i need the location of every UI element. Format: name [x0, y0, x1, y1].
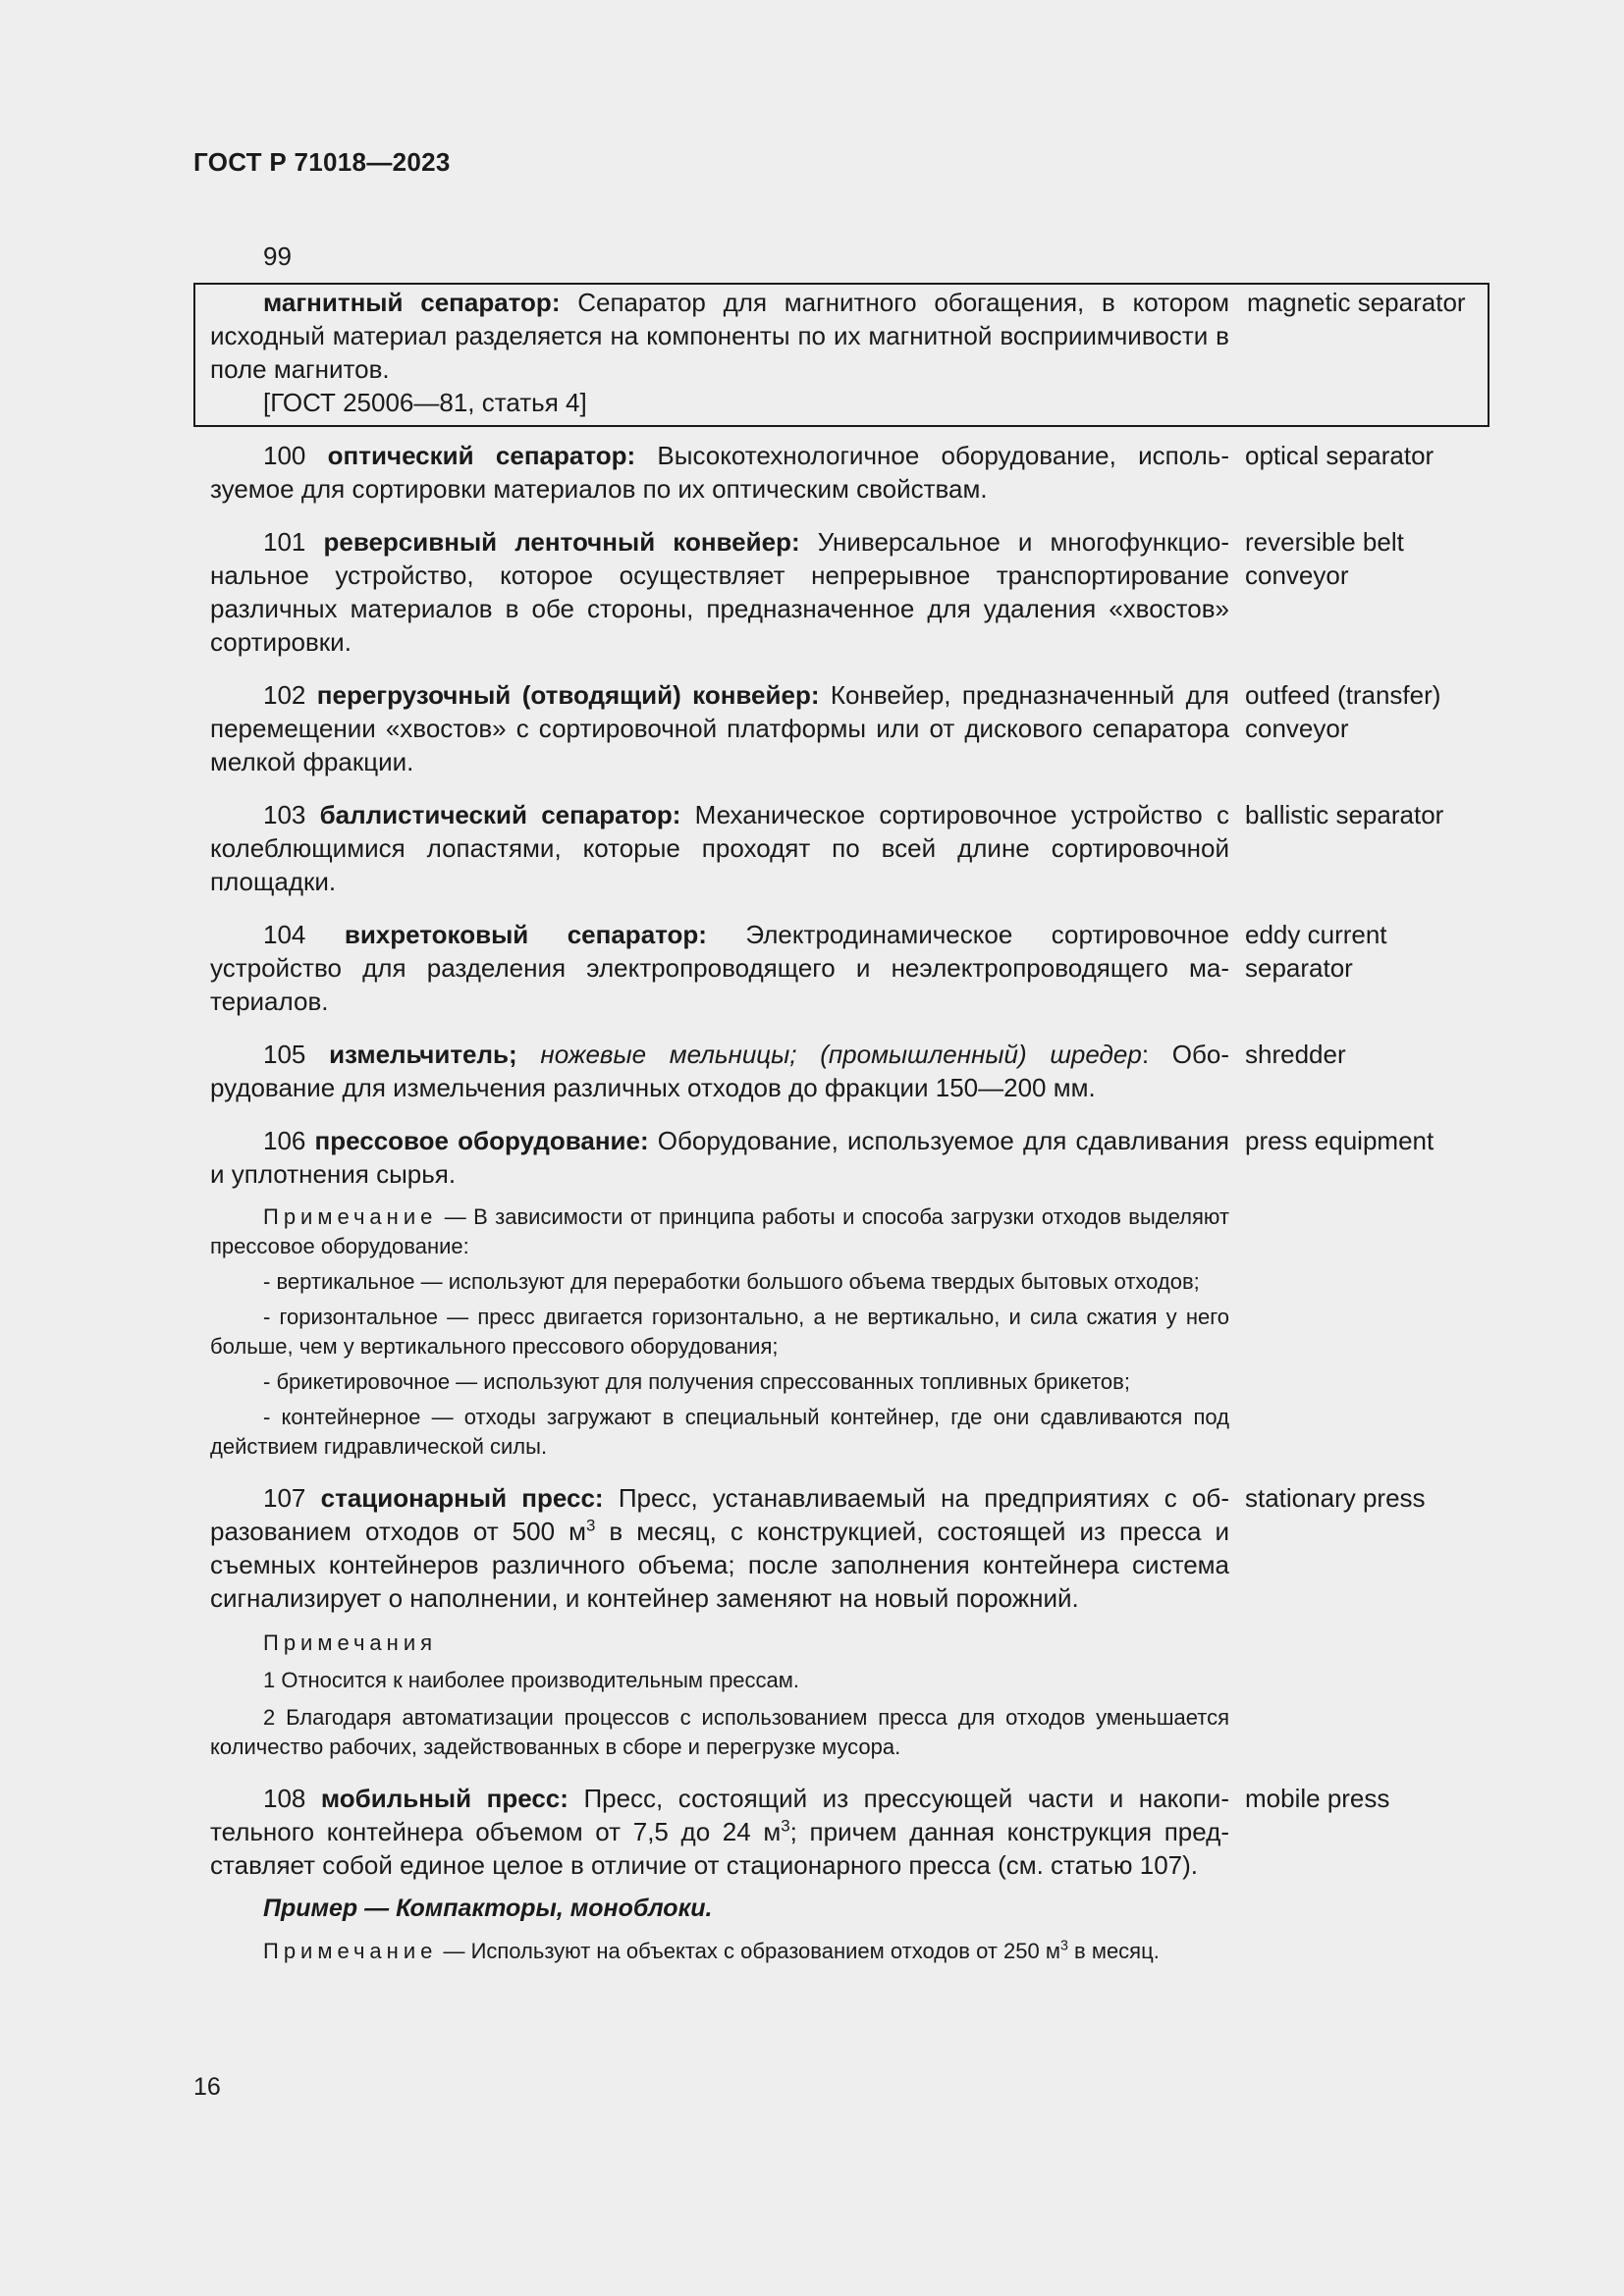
term-101-name: реверсивный ленточный конвейер: — [323, 527, 800, 557]
term-107-name: стационарный пресс: — [320, 1483, 604, 1513]
term-107-english: stationary press — [1245, 1483, 1426, 1513]
term-104-name: вихретоковый сепаратор: — [344, 920, 707, 949]
term-100-number: 100 — [263, 441, 328, 470]
term-104-english-line1: eddy current — [1245, 920, 1387, 949]
term-106-note-item: - брикетировочное — используют для получения спрессованных топливных брикетов; — [263, 1369, 1130, 1394]
term-104-english — [1245, 918, 1490, 985]
term-108-note-text-a: — Используют на объектах с образованием отходов от 250 м — [437, 1939, 1060, 1963]
term-108-superscript: 3 — [781, 1816, 790, 1836]
term-108-note — [210, 1937, 1229, 1966]
term-104-text: Электродинамическое сортировочное устройство для разделения электропроводящего и неэлектропроводящего материалов. — [210, 920, 1229, 1016]
term-102-english-line1: outfeed (transfer) — [1245, 680, 1441, 710]
term-108-number: 108 — [263, 1784, 321, 1813]
term-106-note — [210, 1202, 1229, 1462]
term-102-english — [1245, 678, 1490, 745]
term-105-definition — [210, 1038, 1229, 1104]
term-100-name: оптический сепаратор: — [327, 441, 636, 470]
term-101 — [193, 525, 1489, 659]
term-107 — [193, 1481, 1489, 1615]
term-104 — [193, 918, 1489, 1018]
term-107-text-b: в месяц, с конструкцией, состоящей из пресса и съемных контейнеров различного объема; после заполнения контейнера система сигнализирует о наполнении, и контейнер заменяют на новый порожний. — [210, 1517, 1230, 1613]
term-107-definition — [210, 1481, 1229, 1615]
term-107-note-item: 2 Благодаря автоматизации процессов с использованием пресса для отходов уменьшается количество рабочих, задействованных в сборе и перегрузке мусора. — [210, 1705, 1229, 1759]
term-108-name: мобильный пресс: — [320, 1784, 568, 1813]
term-106-definition — [210, 1124, 1229, 1191]
term-103-number: 103 — [263, 800, 320, 829]
term-101-english-line2: conveyor — [1245, 561, 1349, 590]
term-105-text: : Оборудование для измельчения различных отходов до фракции 150—200 мм. — [210, 1040, 1229, 1102]
term-99-text: Сепаратор для магнитного обогащения, в котором исходный материал разделяется на компоненты по их магнитной восприимчивости в поле магнитов. — [210, 288, 1229, 384]
document-body — [193, 240, 1489, 1966]
term-106-note-item: - горизонтальное — пресс двигается горизонтально, а не вертикально, и сила сжатия у него больше, чем у вертикального прессового оборудования; — [210, 1305, 1229, 1359]
term-101-text: Универсальное и многофункциональное устройство, которое осуществляет непрерывное транспортирование различных материалов в обе стороны, предназначенное для удаления «хвостов» сортировки. — [210, 527, 1229, 657]
page-number: 16 — [193, 2073, 221, 2101]
term-103-english: ballistic separator — [1245, 800, 1444, 829]
term-101-definition — [210, 525, 1229, 659]
term-104-number: 104 — [263, 920, 345, 949]
term-101-english-line1: reversible belt — [1245, 527, 1404, 557]
term-99-name: магнитный сепаратор: — [263, 288, 561, 317]
term-106-note-text: — В зависимости от принципа работы и способа загрузки отходов выделяют прессовое оборудование: — [210, 1204, 1229, 1258]
term-102-english-line2: conveyor — [1245, 714, 1349, 743]
term-108-definition — [210, 1782, 1229, 1882]
term-100 — [193, 439, 1489, 506]
term-108-example: Пример — Компакторы, моноблоки. — [263, 1895, 713, 1922]
term-number-99: 99 — [263, 241, 292, 271]
term-108 — [193, 1782, 1489, 1882]
term-105-name: измельчитель; — [329, 1040, 517, 1069]
term-104-english-line2: separator — [1245, 953, 1353, 983]
term-102-name: перегрузочный (отводящий) конвейер: — [316, 680, 820, 710]
term-106-note-item: - вертикальное — используют для переработки большого объема твердых бытовых отходов; — [263, 1269, 1200, 1294]
term-106-number: 106 — [263, 1126, 315, 1155]
term-107-note-item: 1 Относится к наиболее производительным прессам. — [263, 1668, 800, 1692]
term-105-number: 105 — [263, 1040, 330, 1069]
term-103 — [193, 798, 1489, 898]
term-101-number: 101 — [263, 527, 324, 557]
term-107-notes-title: Примечания — [263, 1630, 438, 1655]
term-100-english: optical separator — [1245, 441, 1435, 470]
term-100-text: Высокотехнологичное оборудование, используемое для сортировки материалов по их оптическим свойствам. — [210, 441, 1230, 504]
term-100-definition — [210, 439, 1229, 506]
term-108-english: mobile press — [1245, 1784, 1390, 1813]
term-107-superscript: 3 — [585, 1516, 596, 1535]
term-102-number: 102 — [263, 680, 317, 710]
term-107-text-a: Пресс, устанавливаемый на предприятиях с образованием отходов от 500 м — [210, 1483, 1229, 1546]
note-label: Примечание — [263, 1939, 438, 1963]
term-102 — [193, 678, 1489, 778]
term-108-text-b: ; причем данная конструкция представляет собой единое целое в отличие от стационарного пресса (см. статью 107). — [210, 1817, 1229, 1880]
term-99-source: [ГОСТ 25006—81, статья 4] — [263, 388, 587, 417]
term-107-number: 107 — [263, 1483, 321, 1513]
term-105 — [193, 1038, 1489, 1104]
term-106 — [193, 1124, 1489, 1191]
term-99 — [193, 283, 1489, 427]
term-106-text: Оборудование, используемое для сдавливания и уплотнения сырья. — [210, 1126, 1229, 1189]
term-108-note-text — [210, 1937, 1229, 1966]
term-101-english — [1245, 525, 1490, 592]
note-label: Примечание — [263, 1204, 438, 1229]
term-103-name: баллистический сепаратор: — [319, 800, 681, 829]
term-106-name: прессовое оборудование: — [314, 1126, 649, 1155]
document-header: ГОСТ Р 71018—2023 — [193, 147, 451, 177]
term-108-text-a: Пресс, состоящий из прессующей части и накопительного контейнера объемом от 7,5 до 24 м — [210, 1784, 1229, 1846]
term-105-synonyms: ножевые мельницы; (промышленный) шредер — [516, 1040, 1142, 1069]
term-107-notes — [210, 1629, 1229, 1762]
term-105-english: shredder — [1245, 1040, 1346, 1069]
term-103-definition — [210, 798, 1229, 898]
term-102-definition — [210, 678, 1229, 778]
term-108-note-text-b: в месяц. — [1067, 1939, 1160, 1963]
term-103-text: Механическое сортировочное устройство с колеблющимися лопастями, которые проходят по всей длине сортировочной площадки. — [210, 800, 1229, 896]
term-104-definition — [210, 918, 1229, 1018]
term-99-definition — [210, 286, 1229, 386]
term-106-note-intro — [210, 1202, 1229, 1261]
term-102-text: Конвейер, предназначенный для перемещении «хвостов» с сортировочной платформы или от дискового сепаратора мелкой фракции. — [210, 680, 1229, 776]
term-106-english: press equipment — [1245, 1126, 1435, 1155]
term-99-english: magnetic separator — [1247, 288, 1466, 317]
term-106-note-item: - контейнерное — отходы загружают в специальный контейнер, где они сдавливаются под действием гидравлической силы. — [210, 1405, 1229, 1459]
term-108-note-superscript: 3 — [1059, 1938, 1068, 1954]
